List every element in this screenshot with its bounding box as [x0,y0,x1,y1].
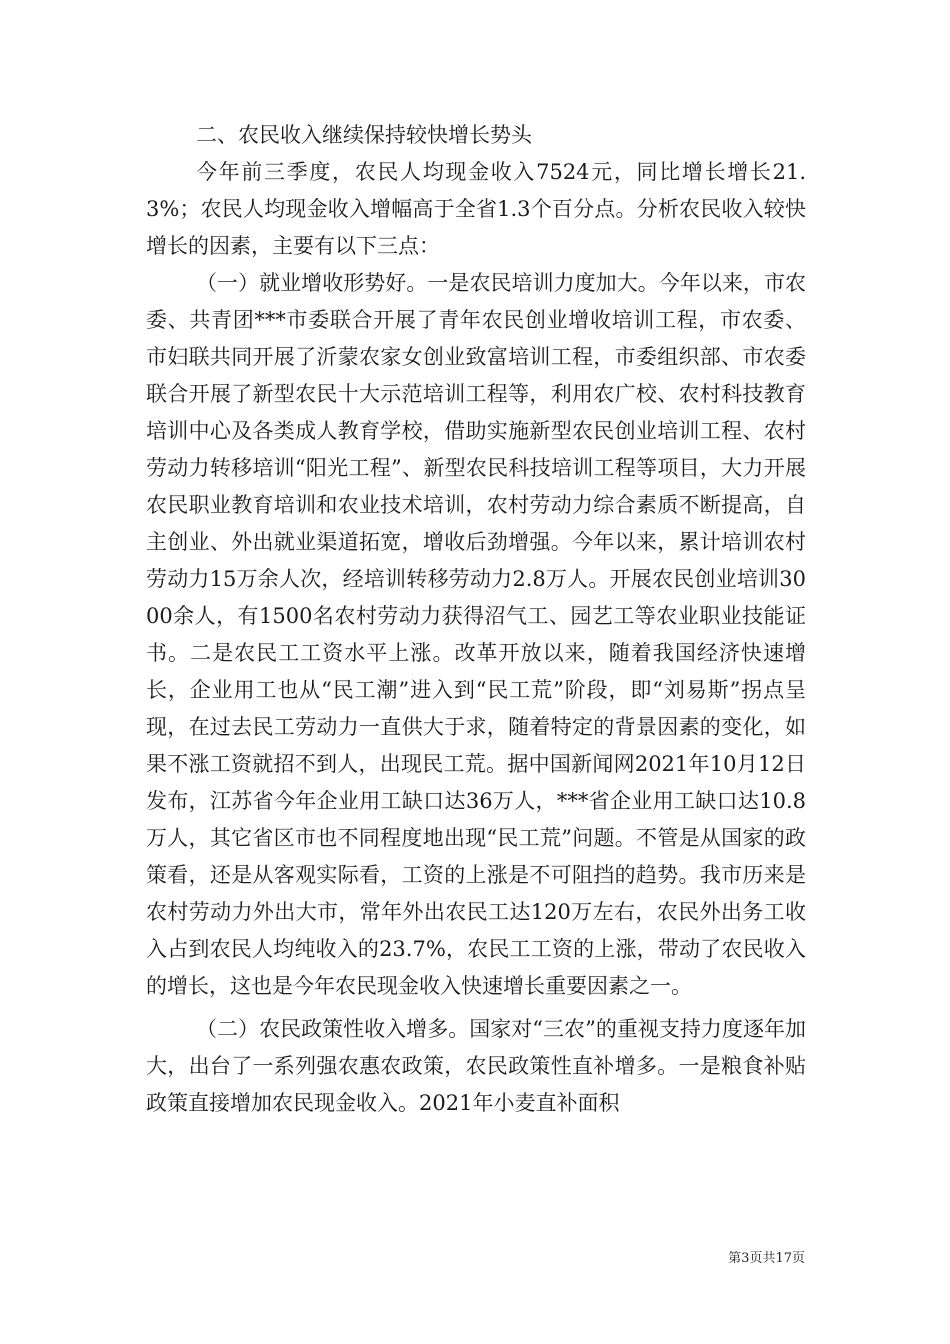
paragraph-employment-income: （一）就业增收形势好。一是农民培训力度加大。今年以来，市农委、共青团***市委联合开展了青年农民创业增收培训工程，市农委、市妇联共同开展了沂蒙农家女创业致富培训工程，市委组织部、市农委联合开展了新型农民十大示范培训工程等，利用农广校、农村科技教育培训中心及各类成人教育学校，借助实施新型农民创业培训工程、农村劳动力转移培训“阳光工程”、新型农民科技培训工程等项目，大力开展农民职业教育培训和农业技术培训，农村劳动力综合素质不断提高，自主创业、外出就业渠道拓宽，增收后劲增强。今年以来，累计培训农村劳动力15万余人次，经培训转移劳动力2.8万人。开展农民创业培训3000余人，有1500名农村劳动力获得沼气工、园艺工等农业职业技能证书。二是农民工工资水平上涨。改革开放以来，随着我国经济快速增长，企业用工也从“民工潮”进入到“民工荒”阶段，即“刘易斯”拐点呈现，在过去民工劳动力一直供大于求，随着特定的背景因素的变化，如果不涨工资就招不到人，出现民工荒。据中国新闻网2021年10月12日发布，江苏省今年企业用工缺口达36万人，***省企业用工缺口达10.8万人，其它省区市也不同程度地出现“民工荒”问题。不管是从国家的政策看，还是从客观实际看，工资的上涨是不可阻挡的趋势。我市历来是农村劳动力外出大市，常年外出农民工达120万左右，农民外出务工收入占到农民人均纯收入的23.7%，农民工工资的上涨，带动了农民收入的增长，这也是今年农民现金收入快速增长重要因素之一。 [146,271,806,998]
section-heading: 二、农民收入继续保持较快增长势头 [196,123,532,147]
paragraph-policy-income: （二）农民政策性收入增多。国家对“三农”的重视支持力度逐年加大，出台了一系列强农惠农政策，农民政策性直补增多。一是粮食补贴政策直接增加农民现金收入。2021年小麦直补面积 [146,1017,806,1115]
paragraph-income-overview: 今年前三季度，农民人均现金收入7524元，同比增长增长21.3%；农民人均现金收入增幅高于全省1.3个百分点。分析农民收入较快增长的因素，主要有以下三点： [146,160,806,258]
page-number: 第3页共17页 [728,1251,805,1266]
document-body [146,117,806,1122]
